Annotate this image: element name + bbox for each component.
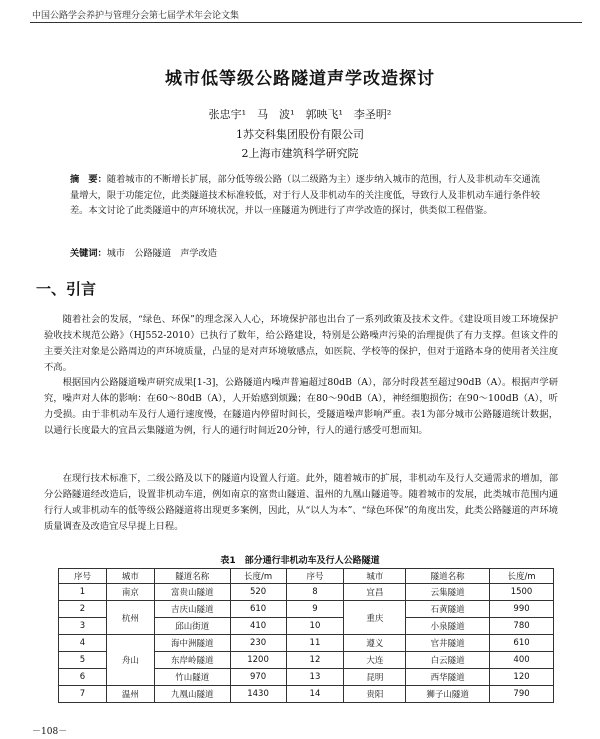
table-cell: 10 [286,618,344,635]
table-cell: 13 [286,669,344,686]
table-cell: 贵阳 [344,686,406,703]
table-cell: 6 [59,669,107,686]
table-cell: 230 [230,635,286,652]
table-cell: 遵义 [344,635,406,652]
table-cell: 3 [59,618,107,635]
header-rule [30,22,582,23]
table-cell: 重庆 [344,601,406,635]
body-text [44,312,558,376]
table-cell: 400 [490,652,554,669]
table-header-cell: 城市 [106,569,154,584]
table-cell: 九凰山隧道 [154,686,230,703]
table-cell: 610 [230,601,286,618]
tunnel-table [58,568,554,703]
table-cell: 竹山隧道 [154,669,230,686]
affiliation-2: 2上海市建筑科学研究院 [241,147,359,160]
table-cell: 小泉隧道 [406,618,490,635]
body-text [44,471,558,535]
table-cell: 970 [230,669,286,686]
table-cell: 9 [286,601,344,618]
paragraph-2: 根据国内公路隧道噪声研究成果[1-3]，公路隧道内噪声普遍超过80dB（A），部分时段甚至超过90dB（A）。根据声学研究，噪声对人体的影响：在60～80dB（A），人开始感到烦躁；在80～90dB（A），神经细胞损伤；在90～100dB（A），听力受损。由于非机动车及行人通行速度慢，在隧道内停留时间长，受隧道噪声影响严重。表1为部分城市公路隧道统计数据，以通行长度最大的宜昌云集隧道为例，行人的通行时间近20分钟，行人的通行感受可想而知。 [44,377,558,436]
abstract-label: 摘 要： [70,174,107,185]
table-header-cell: 长度/m [490,569,554,584]
table-cell: 石黄隧道 [406,601,490,618]
affiliation-1: 1苏交科集团股份有限公司 [236,128,364,141]
table-header-cell: 城市 [344,569,406,584]
table-cell: 990 [490,601,554,618]
table-cell: 4 [59,635,107,652]
table-cell: 大连 [344,652,406,669]
table-header-cell: 隧道名称 [154,569,230,584]
table-cell: 7 [59,686,107,703]
table-cell: 1500 [490,584,554,601]
keywords-label: 关键词： [70,248,107,259]
keywords [70,245,217,259]
table-cell: 南京 [106,584,154,601]
table-cell: 120 [490,669,554,686]
table-caption: 表1 部分通行非机动车及行人公路隧道 [220,556,380,566]
table-cell: 610 [490,635,554,652]
table-cell: 宜昌 [344,584,406,601]
table-cell: 海中洲隧道 [154,635,230,652]
paragraph-1: 随着社会的发展，“绿色、环保”的理念深入人心，环境保护部也出台了一系列政策及技术文件。《建设项目竣工环境保护验收技术规范公路》（HJ552-2010）已执行了数年，给公路建设，特别是公路噪声污染的治理提供了有力支撑。但该文件的主要关注对象是公路周边的声环境质量，凸显的是对声环境敏感点，如医院、学校等的保护，但对于道路本身的使用者关注度不高。 [44,314,558,373]
paper-title: 城市低等级公路隧道声学改造探讨 [165,69,435,89]
table-cell: 邱山街道 [154,618,230,635]
page-number: －108－ [32,727,68,737]
table-header-cell: 长度/m [230,569,286,584]
section-heading: 一、引言 [36,280,97,298]
table-cell: 11 [286,635,344,652]
table-row [59,584,554,601]
table-header-cell: 序号 [286,569,344,584]
table-cell: 1 [59,584,107,601]
body-text [44,375,558,439]
table-row [59,686,554,703]
table-cell: 白云隧道 [406,652,490,669]
table-cell: 舟山 [106,635,154,686]
author-list: 张忠宇¹ 马 波¹ 郭映飞¹ 李圣明² [208,108,392,121]
table-cell: 1430 [230,686,286,703]
table-cell: 富贵山隧道 [154,584,230,601]
table-cell: 790 [490,686,554,703]
table-cell: 温州 [106,686,154,703]
table-cell: 吉庆山隧道 [154,601,230,618]
table-header-cell: 序号 [59,569,107,584]
table-cell: 12 [286,652,344,669]
table-cell: 2 [59,601,107,618]
table-cell: 14 [286,686,344,703]
abstract-text: 随着城市的不断增长扩展，部分低等级公路（以二级路为主）逐步纳入城市的范围，行人及非机动车交通流量增大，限于功能定位，此类隧道技术标准较低，对于行人及非机动车的关注度低，导致行人及非机动车通行条件较差。本文讨论了此类隧道中的声环境状况，并以一座隧道为例进行了声学改造的探讨，供类似工程借鉴。 [70,174,541,216]
table-row [59,601,554,618]
table-row [59,635,554,652]
table-cell: 410 [230,618,286,635]
table-cell: 8 [286,584,344,601]
table-cell: 1200 [230,652,286,669]
table-header-row [59,569,554,584]
paragraph-3: 在现行技术标准下，二级公路及以下的隧道内设置人行道。此外，随着城市的扩展，非机动车及行人交通需求的增加，部分公路隧道经改造后，设置非机动车道，例如南京的富贵山隧道、温州的九凰山隧道等。随着城市的发展，此类城市范围内通行行人或非机动车的低等级公路隧道将出现更多案例，因此，从“以人为本”、“绿色环保”的角度出发，此类公路隧道的声环境质量调查及改造宜尽早提上日程。 [44,473,558,532]
table-cell: 官井隧道 [406,635,490,652]
table-cell: 昆明 [344,669,406,686]
table-cell: 780 [490,618,554,635]
table-cell: 5 [59,652,107,669]
keywords-text: 城市 公路隧道 声学改造 [106,248,217,259]
table-cell: 云集隧道 [406,584,490,601]
table-cell: 西华隧道 [406,669,490,686]
table-cell: 东岸岭隧道 [154,652,230,669]
table-cell: 杭州 [106,601,154,635]
table-cell: 520 [230,584,286,601]
table-cell: 狮子山隧道 [406,686,490,703]
table-header-cell: 隧道名称 [406,569,490,584]
running-header: 中国公路学会养护与管理分会第七届学术年会论文集 [32,11,240,21]
abstract [70,172,540,219]
